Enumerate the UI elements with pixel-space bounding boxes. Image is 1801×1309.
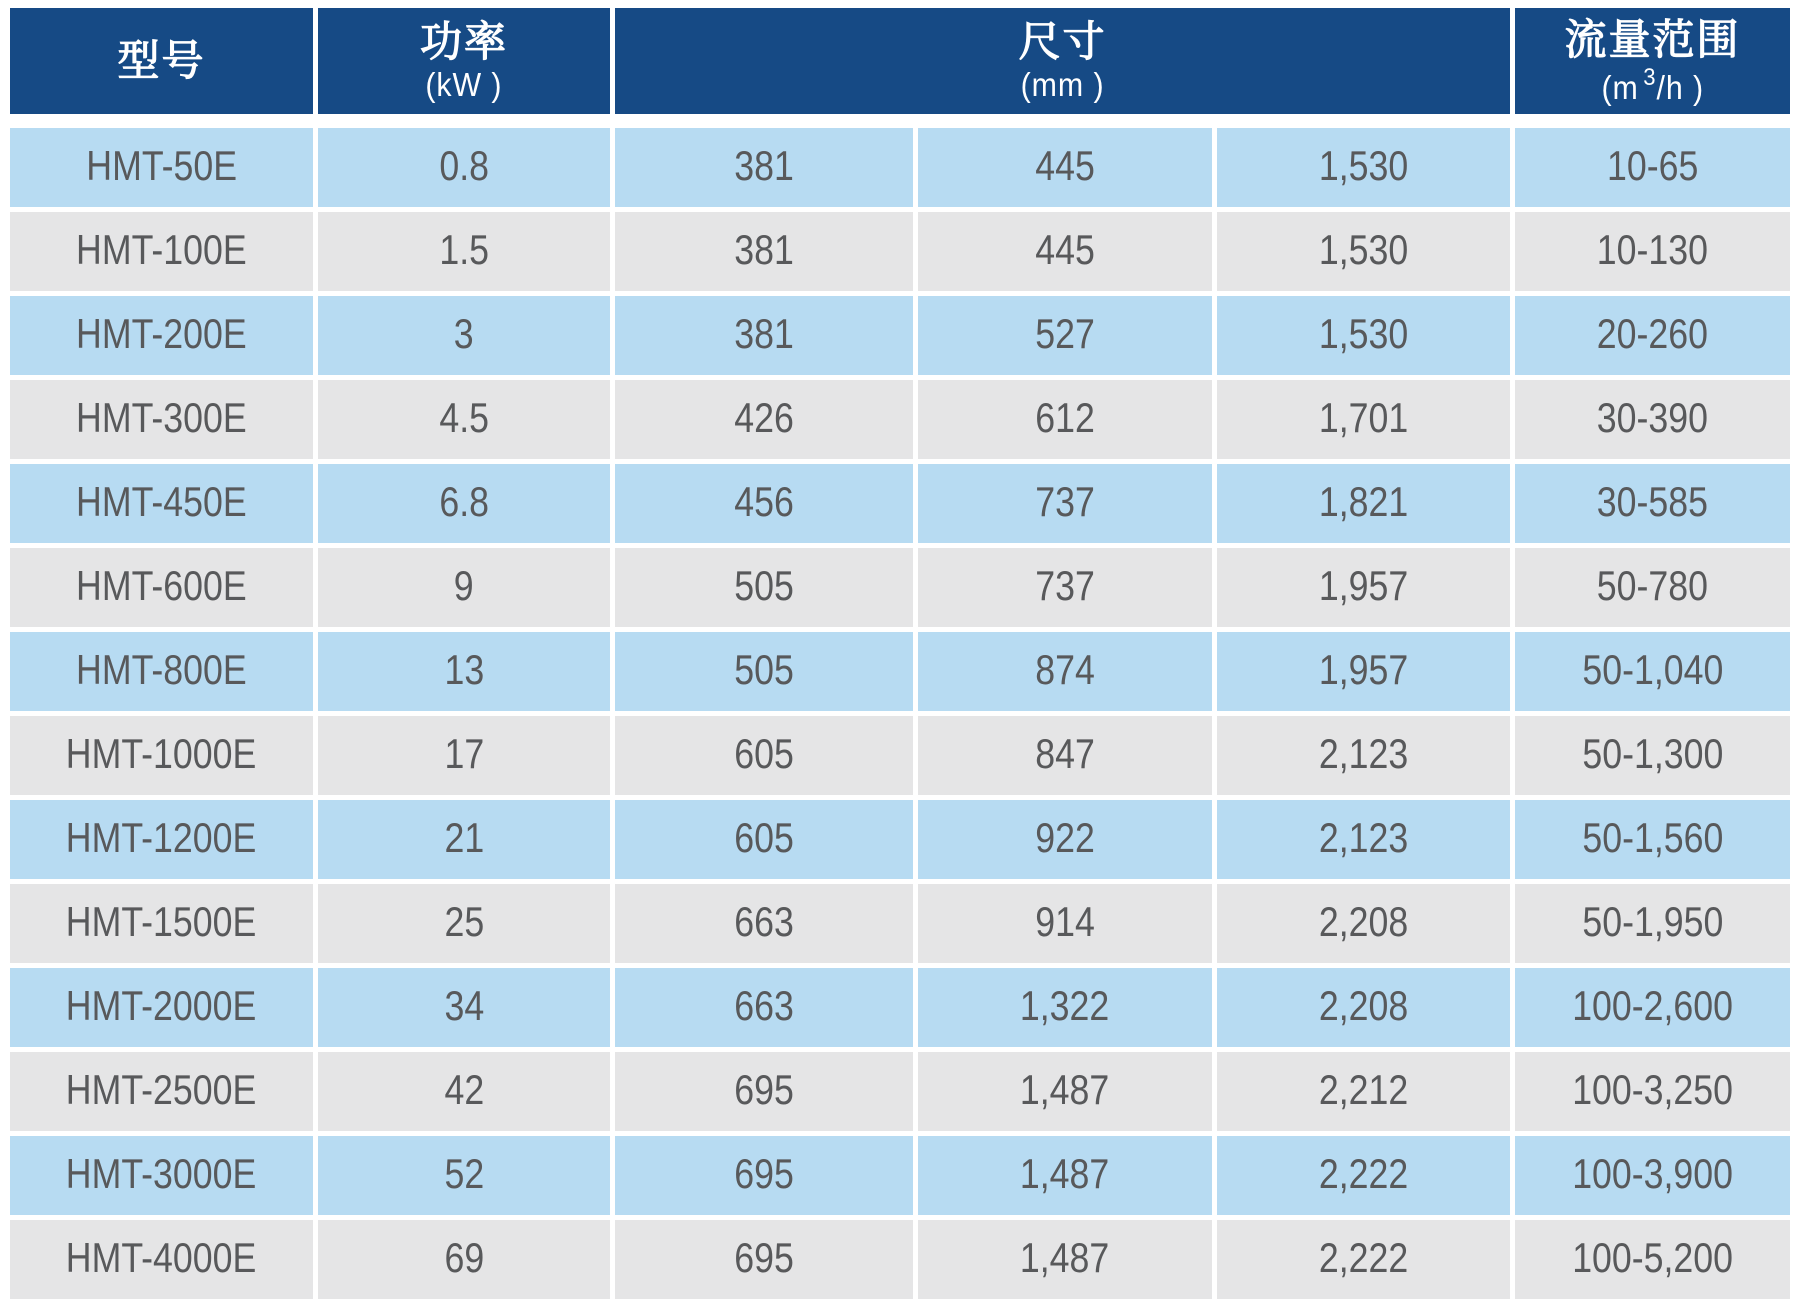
cell-dim-1: 456: [615, 464, 913, 543]
table-row: [10, 380, 1790, 459]
cell-flow-range: 10-65: [1515, 128, 1790, 207]
table-row: [10, 128, 1790, 207]
cell-dim-3: 2,212: [1217, 1052, 1510, 1131]
cell-model: HMT-100E: [10, 212, 313, 291]
cell-dim-3: 2,222: [1217, 1220, 1510, 1299]
table-body: [10, 128, 1790, 1299]
cell-dim-3: 1,530: [1217, 128, 1510, 207]
cell-power: 13: [318, 632, 610, 711]
cell-dim-2: 445: [918, 212, 1212, 291]
cell-flow-range: 30-390: [1515, 380, 1790, 459]
header-power-label: 功率: [419, 18, 508, 65]
cell-dim-1: 695: [615, 1220, 913, 1299]
cell-dim-3: 2,123: [1217, 716, 1510, 795]
table-row: [10, 632, 1790, 711]
header-power-unit: (kW ): [425, 66, 503, 104]
cell-dim-1: 426: [615, 380, 913, 459]
header-dimensions-label: 尺寸: [1018, 18, 1107, 65]
table-row: [10, 548, 1790, 627]
cell-flow-range: 50-1,300: [1515, 716, 1790, 795]
cell-power: 25: [318, 884, 610, 963]
cell-power: 69: [318, 1220, 610, 1299]
cell-power: 4.5: [318, 380, 610, 459]
table-header-row: [10, 8, 1790, 114]
cell-power: 52: [318, 1136, 610, 1215]
table-row: [10, 1220, 1790, 1299]
cell-dim-2: 874: [918, 632, 1212, 711]
cell-dim-1: 505: [615, 632, 913, 711]
cell-dim-3: 1,957: [1217, 632, 1510, 711]
cell-dim-1: 381: [615, 212, 913, 291]
cell-power: 9: [318, 548, 610, 627]
cell-dim-2: 1,487: [918, 1136, 1212, 1215]
header-flow-range: [1515, 8, 1790, 114]
cell-dim-1: 605: [615, 800, 913, 879]
cell-model: HMT-1000E: [10, 716, 313, 795]
cell-power: 34: [318, 968, 610, 1047]
cell-dim-2: 922: [918, 800, 1212, 879]
table-row: [10, 884, 1790, 963]
table-row: [10, 1136, 1790, 1215]
cell-dim-3: 1,530: [1217, 296, 1510, 375]
cell-model: HMT-1500E: [10, 884, 313, 963]
cell-power: 17: [318, 716, 610, 795]
cell-model: HMT-2000E: [10, 968, 313, 1047]
cell-power: 6.8: [318, 464, 610, 543]
cell-dim-3: 2,208: [1217, 968, 1510, 1047]
cell-model: HMT-1200E: [10, 800, 313, 879]
table-row: [10, 968, 1790, 1047]
cell-dim-2: 737: [918, 464, 1212, 543]
cell-flow-range: 100-3,250: [1515, 1052, 1790, 1131]
cell-dim-3: 1,821: [1217, 464, 1510, 543]
table-row: [10, 1052, 1790, 1131]
cell-power: 3: [318, 296, 610, 375]
cell-dim-1: 381: [615, 128, 913, 207]
cell-model: HMT-800E: [10, 632, 313, 711]
cell-model: HMT-2500E: [10, 1052, 313, 1131]
cell-flow-range: 50-1,950: [1515, 884, 1790, 963]
cell-flow-range: 50-1,560: [1515, 800, 1790, 879]
table-row: [10, 296, 1790, 375]
cell-dim-2: 737: [918, 548, 1212, 627]
cell-dim-3: 1,530: [1217, 212, 1510, 291]
header-dimensions: [615, 8, 1510, 114]
cell-dim-2: 914: [918, 884, 1212, 963]
cell-flow-range: 100-2,600: [1515, 968, 1790, 1047]
header-power: [318, 8, 610, 114]
table-row: [10, 716, 1790, 795]
cell-dim-1: 605: [615, 716, 913, 795]
header-dimensions-unit: (mm ): [1020, 66, 1105, 104]
cell-model: HMT-450E: [10, 464, 313, 543]
cell-dim-2: 1,487: [918, 1220, 1212, 1299]
table-row: [10, 800, 1790, 879]
table-row: [10, 464, 1790, 543]
cell-dim-1: 663: [615, 968, 913, 1047]
cell-model: HMT-300E: [10, 380, 313, 459]
cell-model: HMT-200E: [10, 296, 313, 375]
superscript-3: 3: [1643, 63, 1657, 91]
cell-flow-range: 100-3,900: [1515, 1136, 1790, 1215]
cell-dim-3: 1,957: [1217, 548, 1510, 627]
cell-dim-3: 2,123: [1217, 800, 1510, 879]
cell-dim-1: 695: [615, 1136, 913, 1215]
cell-dim-2: 527: [918, 296, 1212, 375]
cell-flow-range: 20-260: [1515, 296, 1790, 375]
cell-flow-range: 100-5,200: [1515, 1220, 1790, 1299]
cell-dim-2: 847: [918, 716, 1212, 795]
cell-power: 0.8: [318, 128, 610, 207]
cell-flow-range: 50-780: [1515, 548, 1790, 627]
header-model: [10, 8, 313, 114]
cell-power: 42: [318, 1052, 610, 1131]
cell-model: HMT-3000E: [10, 1136, 313, 1215]
cell-power: 1.5: [318, 212, 610, 291]
cell-dim-1: 695: [615, 1052, 913, 1131]
cell-dim-2: 612: [918, 380, 1212, 459]
cell-dim-1: 663: [615, 884, 913, 963]
cell-flow-range: 50-1,040: [1515, 632, 1790, 711]
cell-dim-2: 1,487: [918, 1052, 1212, 1131]
cell-dim-3: 2,208: [1217, 884, 1510, 963]
cell-dim-1: 505: [615, 548, 913, 627]
cell-model: HMT-4000E: [10, 1220, 313, 1299]
cell-flow-range: 10-130: [1515, 212, 1790, 291]
cell-dim-1: 381: [615, 296, 913, 375]
cell-model: HMT-600E: [10, 548, 313, 627]
header-flow-range-unit: (m $^3$/h ): [1601, 63, 1704, 106]
cell-dim-3: 1,701: [1217, 380, 1510, 459]
cell-dim-2: 445: [918, 128, 1212, 207]
table-row: [10, 212, 1790, 291]
cell-model: HMT-50E: [10, 128, 313, 207]
cell-flow-range: 30-585: [1515, 464, 1790, 543]
cell-power: 21: [318, 800, 610, 879]
header-model-label: 型号: [117, 37, 206, 85]
cell-dim-3: 2,222: [1217, 1136, 1510, 1215]
header-flow-range-label: 流量范围: [1564, 15, 1741, 63]
cell-dim-2: 1,322: [918, 968, 1212, 1047]
